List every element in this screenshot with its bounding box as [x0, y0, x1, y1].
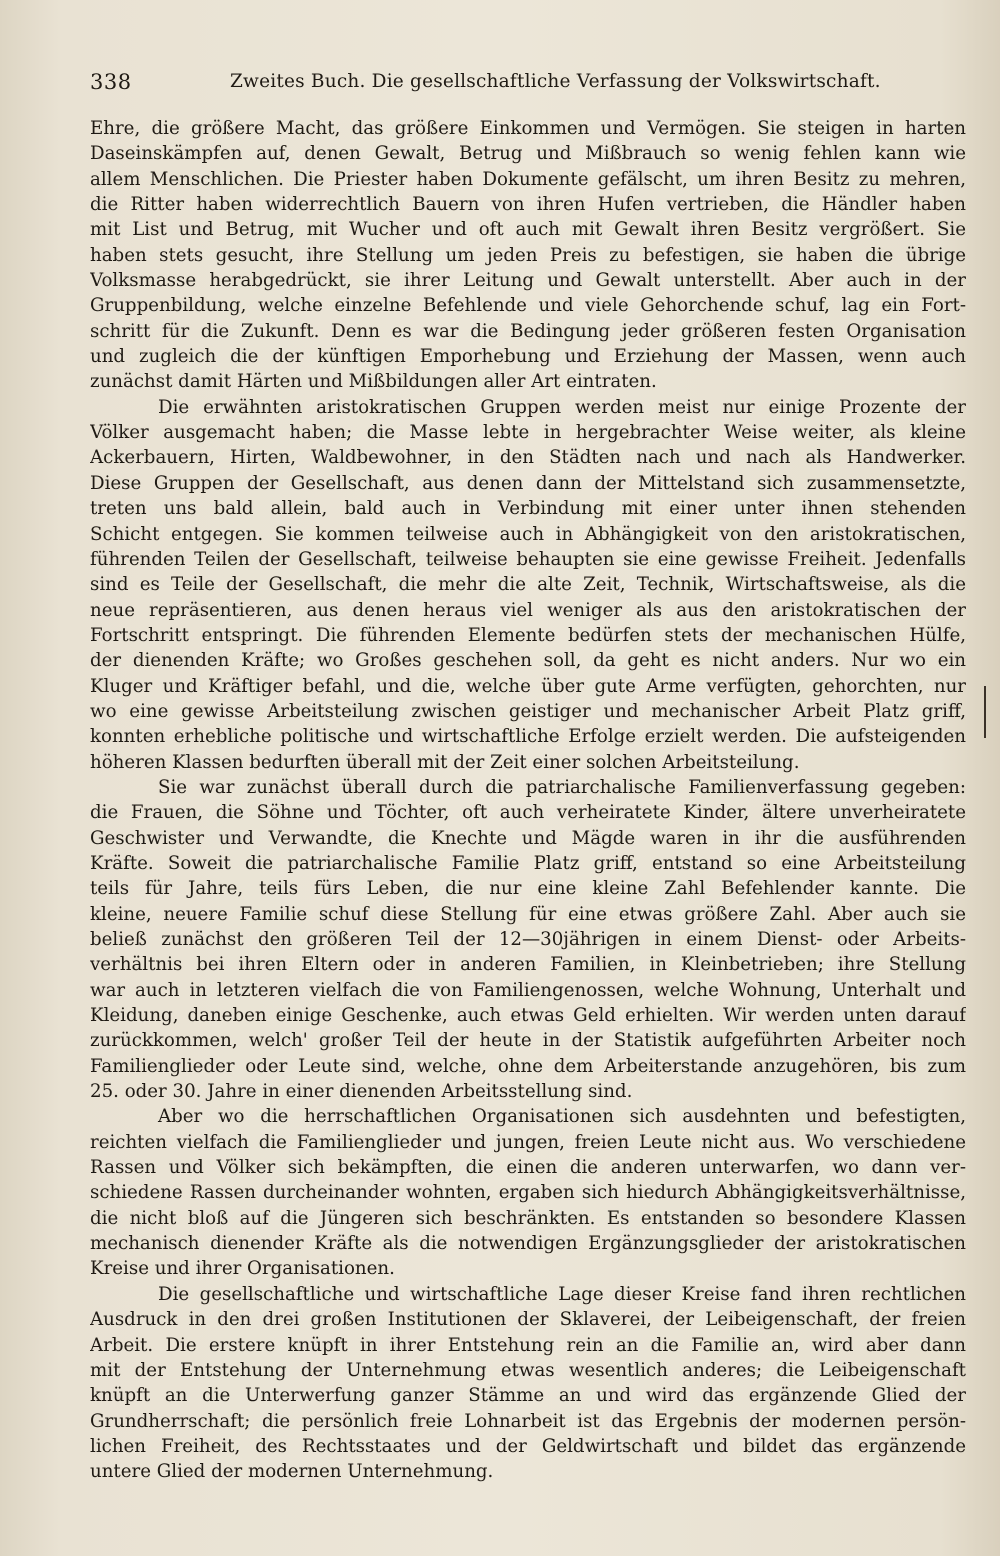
text-line: konnten erhebliche politische und wirtschaftliche Erfolge erzielt werden. Die aufsteigenden [90, 726, 966, 748]
text-line: Die gesellschaftliche und wirtschaftliche Lage dieser Kreise fand ihren rechtlichen [158, 1283, 966, 1305]
margin-mark [984, 686, 986, 738]
text-line: Kräfte. Soweit die patriarchalische Familie Platz griff, entstand so eine Arbeitsteilung [90, 852, 966, 874]
text-line: Aber wo die herrschaftlichen Organisationen sich ausdehnten und befestigten, [158, 1106, 966, 1128]
text-line: untere Glied der modernen Unternehmung. [90, 1461, 494, 1483]
paragraph [90, 1104, 966, 1281]
text-line: Volksmasse herabgedrückt, sie ihrer Leitung und Gewalt unterstellt. Aber auch in der [90, 270, 966, 292]
page-header [90, 70, 956, 104]
body-text [90, 116, 966, 1485]
text-line: lichen Freiheit, des Rechtsstaates und der Geldwirtschaft und bildet das ergänzende [90, 1435, 966, 1457]
text-line: Ausdruck in den drei großen Institutionen der Sklaverei, der Leibeigenschaft, der freien [90, 1309, 966, 1331]
text-line: beließ zunächst den größeren Teil der 12—30jährigen in einem Dienst- oder Arbeits- [90, 929, 966, 950]
text-line: kleine, neuere Familie schuf diese Stellung für eine etwas größere Zahl. Aber auch sie [90, 903, 966, 925]
running-head: Zweites Buch. Die gesellschaftliche Verfassung der Volkswirtschaft. [230, 71, 881, 92]
text-line: allem Menschlichen. Die Priester haben Dokumente gefälscht, um ihren Besitz zu mehren, [90, 168, 966, 190]
text-line: reichten vielfach die Familienglieder und jungen, freien Leute nicht aus. Wo verschiedene [90, 1131, 966, 1153]
text-line: zunächst damit Härten und Mißbildungen aller Art eintraten. [90, 371, 657, 393]
paragraph [90, 775, 966, 1104]
text-line: mechanisch dienender Kräfte als die notwendigen Ergänzungsglieder der aristokratischen [90, 1233, 966, 1255]
text-line: war auch in letzteren vielfach die von Familiengenossen, welche Wohnung, Unterhalt und [90, 979, 966, 1001]
text-line: treten uns bald allein, bald auch in Verbindung mit einer unter ihnen stehenden [90, 498, 966, 520]
text-line: Schicht entgegen. Sie kommen teilweise auch in Abhängigkeit von den aristokratischen, [90, 523, 966, 545]
text-line: Rassen und Völker sich bekämpften, die einen die anderen unterwarfen, wo dann ver- [90, 1157, 966, 1179]
text-line: knüpft an die Unterwerfung ganzer Stämme an und wird das ergänzende Glied der [90, 1385, 966, 1407]
text-line: verhältnis bei ihren Eltern oder in anderen Familien, in Kleinbetrieben; ihre Stellung [90, 954, 966, 976]
text-line: teils für Jahre, teils fürs Leben, die nur eine kleine Zahl Befehlender kannte. Die [90, 878, 966, 900]
text-line: schiedene Rassen durcheinander wohnten, ergaben sich hiedurch Abhängigkeitsverhältnisse, [90, 1182, 966, 1204]
text-line: Sie war zunächst überall durch die patriarchalische Familienverfassung gegeben: [158, 776, 966, 798]
text-line: höheren Klassen bedurften überall mit der Zeit einer solchen Arbeitsteilung. [90, 751, 800, 773]
text-line: Diese Gruppen der Gesellschaft, aus denen dann der Mittelstand sich zusammensetzte, [90, 472, 966, 494]
text-line: sind es Teile der Gesellschaft, die mehr die alte Zeit, Technik, Wirtschaftsweise, als die [90, 574, 966, 596]
paragraph [90, 116, 966, 395]
text-line: wo eine gewisse Arbeitsteilung zwischen geistiger und mechanischer Arbeit Platz griff, [90, 700, 966, 722]
text-line: Familienglieder oder Leute sind, welche, ohne dem Arbeiterstande anzugehören, bis zum [90, 1055, 966, 1077]
text-line: mit List und Betrug, mit Wucher und oft auch mit Gewalt ihren Besitz vergrößert. Sie [90, 219, 966, 241]
text-line: mit der Entstehung der Unternehmung etwas wesentlich anderes; die Leibeigenschaft [90, 1359, 966, 1381]
text-line: neue repräsentieren, aus denen heraus viel weniger als aus den aristokratischen der [90, 599, 966, 621]
text-line: Geschwister und Verwandte, die Knechte und Mägde waren in ihr die ausführenden [90, 827, 966, 849]
paragraph [90, 395, 966, 775]
text-line: Die erwähnten aristokratischen Gruppen werden meist nur einige Prozente der [158, 396, 966, 418]
page-number: 338 [90, 70, 132, 94]
text-line: die Frauen, die Söhne und Töchter, oft auch verheiratete Kinder, ältere unverheiratete [90, 802, 966, 824]
text-line: 25. oder 30. Jahre in einer dienenden Arbeitsstellung sind. [90, 1081, 633, 1103]
text-line: Völker ausgemacht haben; die Masse lebte in hergebrachter Weise weiter, als kleine [90, 422, 966, 444]
text-line: die nicht bloß auf die Jüngeren sich beschränkten. Es entstanden so besondere Klassen [90, 1207, 966, 1229]
text-line: führenden Teilen der Gesellschaft, teilweise behaupten sie eine gewisse Freiheit. Jedenfalls [90, 548, 966, 570]
text-line: Fortschritt entspringt. Die führenden Elemente bedürfen stets der mechanischen Hülfe, [90, 624, 966, 646]
text-line: der dienenden Kräfte; wo Großes geschehen soll, da geht es nicht anders. Nur wo ein [90, 650, 966, 672]
text-line: Grundherrschaft; die persönlich freie Lohnarbeit ist das Ergebnis der modernen persön- [90, 1410, 966, 1432]
paragraph [90, 1282, 966, 1485]
text-line: und zugleich die der künftigen Emporhebung und Erziehung der Massen, wenn auch [90, 346, 966, 368]
text-line: zurückkommen, welch' großer Teil der heute in der Statistik aufgeführten Arbeiter noch [90, 1030, 966, 1052]
text-line: Arbeit. Die erstere knüpft in ihrer Entstehung rein an die Familie an, wird aber dann [90, 1334, 966, 1356]
text-line: Kreise und ihrer Organisationen. [90, 1258, 395, 1280]
text-line: die Ritter haben widerrechtlich Bauern von ihren Hufen vertrieben, die Händler haben [90, 194, 966, 216]
text-line: Ehre, die größere Macht, das größere Einkommen und Vermögen. Sie steigen in harten [90, 118, 966, 139]
text-line: Kleidung, daneben einige Geschenke, auch etwas Geld erhielten. Wir werden unten darauf [90, 1005, 966, 1027]
text-line: haben stets gesucht, ihre Stellung um jeden Preis zu befestigen, sie haben die übrige [90, 244, 966, 266]
text-line: Daseinskämpfen auf, denen Gewalt, Betrug und Mißbrauch so wenig fehlen kann wie [90, 143, 966, 165]
text-line: schritt für die Zukunft. Denn es war die Bedingung jeder größeren festen Organisation [90, 320, 966, 342]
text-line: Gruppenbildung, welche einzelne Befehlende und viele Gehorchende schuf, lag ein Fort- [90, 295, 966, 317]
text-line: Kluger und Kräftiger befahl, und die, welche über gute Arme verfügten, gehorchten, nur [90, 675, 966, 697]
text-line: Ackerbauern, Hirten, Waldbewohner, in den Städten nach und nach als Handwerker. [90, 447, 966, 469]
